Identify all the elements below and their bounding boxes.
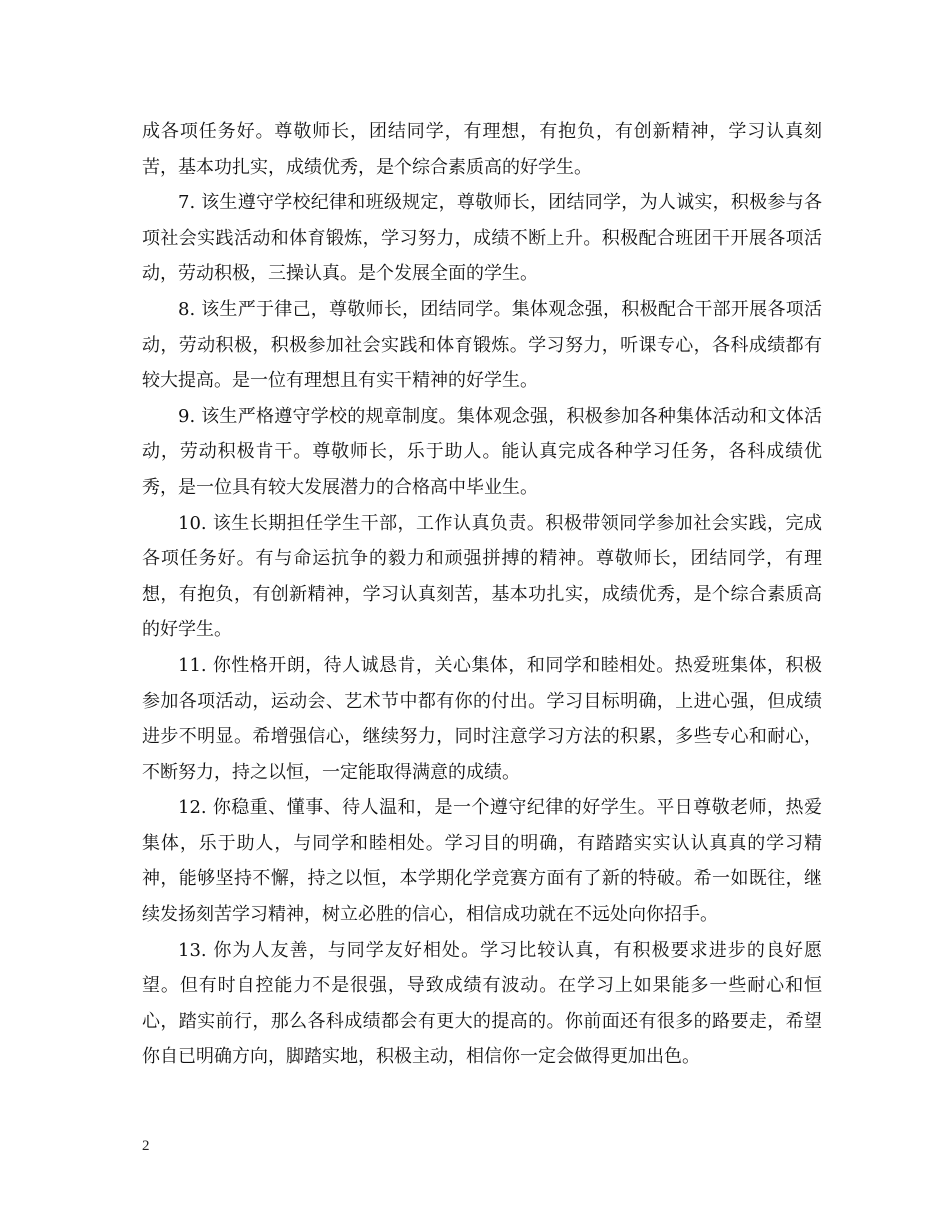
paragraph-item-8: 8. 该生严于律己，尊敬师长，团结同学。集体观念强，积极配合干部开展各项活动，劳动积极，积极参加社会实践和体育锻炼。学习努力，听课专心，各科成绩都有较大提高。是一位有理想且有实干精神的好学生。 [142, 298, 822, 392]
document-body [142, 114, 822, 1075]
paragraph-item-9: 9. 该生严格遵守学校的规章制度。集体观念强，积极参加各种集体活动和文体活动，劳动积极肯干。尊敬师长，乐于助人。能认真完成各种学习任务，各科成绩优秀，是一位具有较大发展潜力的合格高中毕业生。 [142, 405, 822, 498]
paragraph-item-10: 10. 该生长期担任学生干部，工作认真负责。积极带领同学参加社会实践，完成各项任务好。有与命运抗争的毅力和顽强拼搏的精神。尊敬师长，团结同学，有理想，有抱负，有创新精神，学习认真刻苦，基本功扎实，成绩优秀，是个综合素质高的好学生。 [142, 512, 822, 641]
paragraph-continuation: 成各项任务好。尊敬师长，团结同学，有理想，有抱负，有创新精神，学习认真刻苦，基本功扎实，成绩优秀，是个综合素质高的好学生。 [142, 121, 822, 178]
paragraph-item-13: 13. 你为人友善，与同学友好相处。学习比较认真，有积极要求进步的良好愿望。但有时自控能力不是很强，导致成绩有波动。在学习上如果能多一些耐心和恒心，踏实前行，那么各科成绩都会有更大的提高的。你前面还有很多的路要走，希望你自已明确方向，脚踏实地，积极主动，相信你一定会做得更加出色。 [142, 939, 822, 1068]
paragraph-item-7: 7. 该生遵守学校纪律和班级规定，尊敬师长，团结同学，为人诚实，积极参与各项社会实践活动和体育锻炼，学习努力，成绩不断上升。积极配合班团干开展各项活动，劳动积极，三操认真。是个发展全面的学生。 [142, 192, 822, 285]
paragraph-item-11: 11. 你性格开朗，待人诚恳肯，关心集体，和同学和睦相处。热爱班集体，积极参加各项活动，运动会、艺术节中都有你的付出。学习目标明确，上进心强，但成绩进步不明显。希增强信心，继续努力，同时注意学习方法的积累，多些专心和耐心，不断努力，持之以恒，一定能取得满意的成绩。 [142, 654, 822, 783]
page-number: 2 [142, 1138, 150, 1154]
paragraph-item-12: 12. 你稳重、懂事、待人温和，是一个遵守纪律的好学生。平日尊敬老师，热爱集体，乐于助人，与同学和睦相处。学习目的明确，有踏踏实实认认真真的学习精神，能够坚持不懈，持之以恒，本学期化学竞赛方面有了新的特破。希一如既往，继续发扬刻苦学习精神，树立必胜的信心，相信成功就在不远处向你招手。 [142, 797, 822, 926]
